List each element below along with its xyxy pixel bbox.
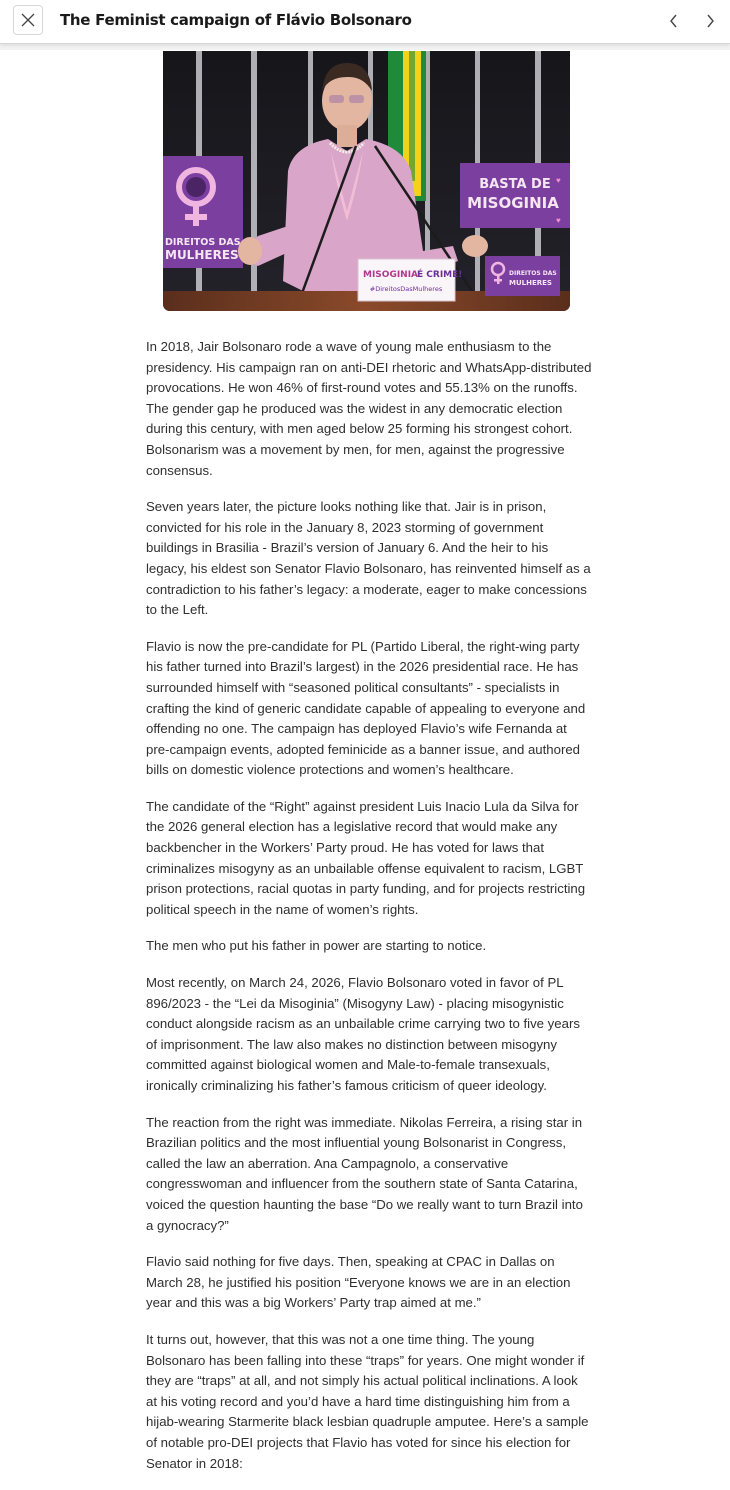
article-paragraph: The men who put his father in power are starting to notice. bbox=[146, 938, 487, 954]
left-sign-line2: MULHERES bbox=[165, 248, 239, 262]
close-icon bbox=[21, 13, 35, 27]
article-body bbox=[146, 337, 592, 1490]
page-title: The Feminist campaign of Flávio Bolsonaro bbox=[60, 11, 412, 29]
small-sign-line2: MULHERES bbox=[509, 279, 552, 287]
heart-icon: ♥ bbox=[556, 216, 561, 225]
header-divider bbox=[0, 44, 730, 50]
article-paragraph: Seven years later, the picture looks nothing like that. Jair is in prison, convicted for his role in the January 8, 2023 storming of government buildings in Brasilia - Brazil’s version of January 6. And the heir to his legacy, his eldest son Senator Flavio Bolsonaro, has reinvented himself as a contradiction to his father’s legacy: a moderate, eager to make concessions to the Left. bbox=[146, 499, 591, 618]
left-sign-line1: DIREITOS DAS bbox=[165, 237, 241, 248]
podium-sign-hashtag: #DireitosDasMulheres bbox=[369, 285, 443, 293]
chevron-right-icon bbox=[705, 14, 715, 28]
small-sign-line1: DIREITOS DAS bbox=[509, 270, 557, 277]
previous-button[interactable] bbox=[664, 10, 684, 32]
right-sign-line1: BASTA DE bbox=[479, 177, 551, 192]
hero-image bbox=[163, 51, 570, 311]
close-button[interactable] bbox=[13, 5, 43, 35]
podium-sign-part1: MISOGINIA bbox=[363, 270, 419, 280]
left-sign bbox=[163, 156, 243, 268]
article-paragraph: In 2018, Jair Bolsonaro rode a wave of young male enthusiasm to the presidency. His campaign ran on anti-DEI rhetoric and WhatsApp-distributed provocations. He won 46% of first-round votes and 55.13% on the runoffs. The gender gap he produced was the widest in any democratic election during this century, with men aged below 25 forming his strongest cohort. Bolsonarism was a movement by men, for men, against the progressive consensus. bbox=[146, 339, 592, 478]
article-paragraph: Flavio said nothing for five days. Then, speaking at CPAC in Dallas on March 28, he justified his position “Everyone knows we are in an election year and this was a big Workers’ Party trap aimed at me.” bbox=[146, 1254, 571, 1311]
heart-icon: ♥ bbox=[556, 176, 561, 185]
chevron-left-icon bbox=[669, 14, 679, 28]
viewer-header bbox=[0, 0, 730, 44]
article-paragraph: The reaction from the right was immediate. Nikolas Ferreira, a rising star in Brazilian politics and the most influential young Bolsonarist in Congress, called the law an aberration. Ana Campagnolo, a conservative congresswoman and influencer from the southern state of Santa Catarina, voiced the question haunting the base “Do we really want to turn Brazil into a gynocracy?” bbox=[146, 1114, 583, 1233]
podium-sign-part2: É CRIME! bbox=[417, 270, 463, 280]
podium-sign bbox=[358, 259, 462, 301]
right-sign-line2: MISOGINIA bbox=[467, 194, 559, 212]
article-paragraph: Flavio is now the pre-candidate for PL (Partido Liberal, the right-wing party his father turned into Brazil’s largest) in the 2026 presidential race. He has surrounded himself with “seasoned political consultants” - specialists in crafting the kind of generic candidate capable of appealing to everyone and offending no one. The campaign has deployed Flavio’s wife Fernanda at pre-campaign events, adopted feminicide as a banner issue, and authored bills on domestic violence protections and women’s healthcare. bbox=[146, 638, 586, 778]
article-paragraph: The candidate of the “Right” against president Luis Inacio Lula da Silva for the 2026 general election has a legislative record that would make any backbencher in the Workers’ Party proud. He has voted for laws that criminalizes misogyny as an unbailable offense equivalent to racism, LGBT prison protections, racial quotas in party funding, and for projects restricting political speech in the name of women’s rights. bbox=[146, 798, 586, 917]
hero-photo bbox=[163, 51, 570, 311]
small-sign bbox=[485, 256, 560, 296]
next-button[interactable] bbox=[700, 10, 720, 32]
right-sign bbox=[460, 163, 570, 228]
article-paragraph: It turns out, however, that this was not a one time thing. The young Bolsonaro has been falling into these “traps” for years. One might wonder if they are “traps” at all, and not simply his actual political inclinations. A look at his voting record and you’d have a hard time distinguishing him from a hijab-wearing Starmerite black lesbian quadruple amputee. Here’s a sample of notable pro-DEI projects that Flavio has voted for since his election for Senator in 2018: bbox=[146, 1331, 589, 1471]
article-paragraph: Most recently, on March 24, 2026, Flavio Bolsonaro voted in favor of PL 896/2023 - the “Lei da Misoginia” (Misogyny Law) - placing misogynistic conduct alongside racism as an unbailable crime carrying two to five years of imprisonment. The law also makes no distinction between misogyny committed against biological women and Male-to-female transexuals, ironically criminalizing his father’s famous criticism of queer ideology. bbox=[146, 975, 580, 1093]
